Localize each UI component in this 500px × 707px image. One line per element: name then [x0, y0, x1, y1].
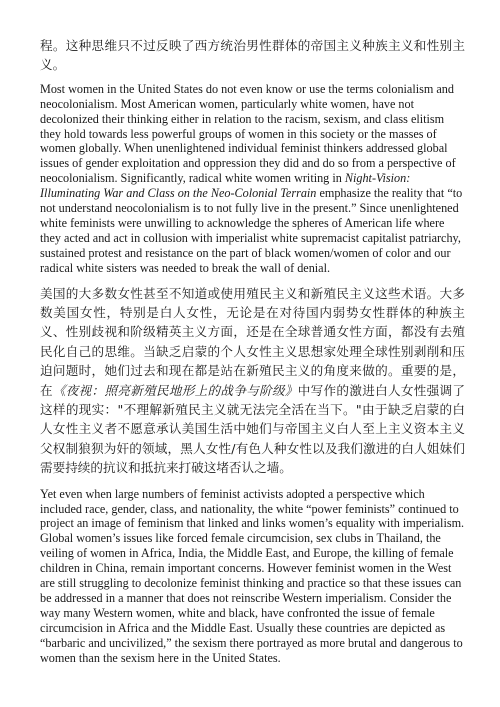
document-page: [40, 36, 465, 666]
paragraph-text: 美国的大多数女性甚至不知道或使用殖民主义和新殖民主义这些术语。大多数美国女性，特别是白人女性，无论是在对待国内弱势女性群体的种族主义、性别歧视和阶级精英主义方面，还是在全球普通女性方面，都没有去殖民化自己的思维。当缺乏启蒙的个人女性主义思想家处理全球性别剥削和压迫问题时，她们过去和现在都是站在新殖民主义的角度来做的。重要的是，在: [40, 285, 465, 398]
chinese-paragraph-continued: 程。这种思维只不过反映了西方统治男性群体的帝国主义种族主义和性别主义。: [40, 38, 465, 73]
paragraph-text: emphasize the reality that “to not understand neocolonialism is to not fully live in the present.” Since unenlightened white feminists were unwilling to acknowledge the spheres of American life where they acted and act in collusion with imperialist white supremacist capitalist patriarchy, sustained protest and resistance on the part of black women/women of color and our radical white sisters was needed to break the wall of denial.: [40, 186, 463, 275]
chinese-paragraph-colonialism: [40, 284, 465, 478]
paragraph-text: 中写作的激进白人女性强调了这样的现实："不理解新殖民主义就无法完全活在当下。"由于缺乏启蒙的白人女性主义者不愿意承认美国生活中她们与帝国主义白人至上主义资本主义父权制狼狈为奸的领域，黑人女性/有色人种女性以及我们激进的白人姐妹们需要持续的抗议和抵抗来打破这堵否认之墙。: [40, 382, 466, 476]
english-paragraph-colonialism: [40, 82, 465, 276]
paragraph-text: Most women in the United States do not even know or use the terms colonialism and neocolonialism. Most American women, particularly white women, have not decolonized their thinking either in relation to the racism, sexism, and class elitism they hold towards less powerful groups of women in this society or the masses of women globally. When unenlightened individual feminist thinkers addressed global issues of gender exploitation and oppression they did and do so from a perspective of neocolonialism. Significantly, radical white women writing in: [40, 81, 456, 186]
book-title-italic: Night-Vision: Illuminating War and Class on the Neo-Colonial Terrain: [40, 171, 411, 201]
english-paragraph-power-feminists: Yet even when large numbers of feminist activists adopted a perspective which included race, gender, class, and nationality, the white “power feminists” continued to project an image of feminism that linked and links women’s equality with imperialism. Global women’s issues like forced female circumcision, sex clubs in Thailand, the veiling of women in Africa, India, the Middle East, and Europe, the killing of female children in China, remain important concerns. However feminist women in the West are still struggling to decolonize feminist thinking and practice so that these issues can be addressed in a manner that does not reinscribe Western imperialism. Consider the way many Western women, white and black, have confronted the issue of female circumcision in Africa and the Middle East. Usually these countries are depicted as “barbaric and uncivilized,” the sexism there portrayed as more brutal and dangerous to women than the sexism here in the United States.: [40, 486, 465, 665]
book-title-italic: 《夜视：照亮新殖民地形上的战争与阶级》: [52, 382, 298, 398]
